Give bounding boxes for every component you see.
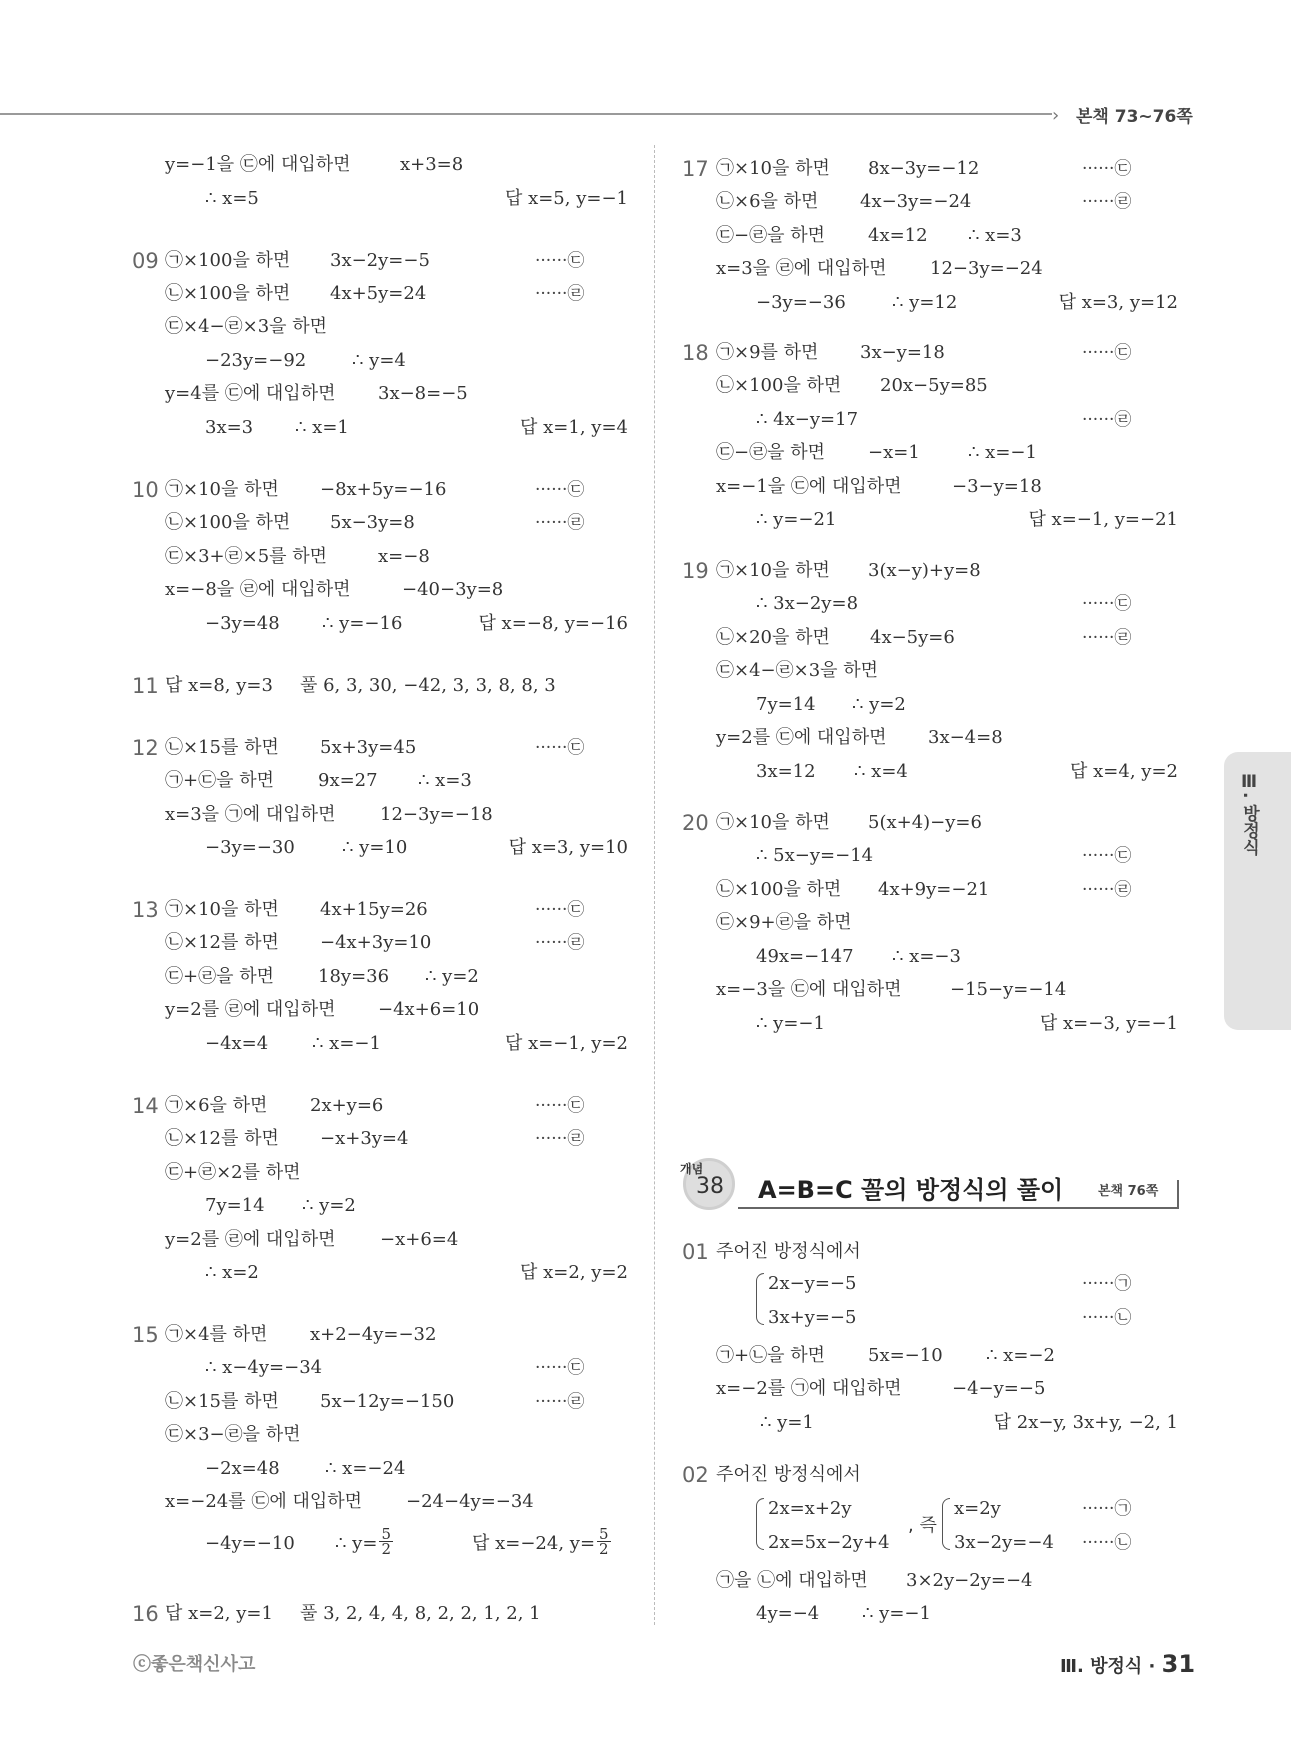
equation: 9x=27 bbox=[318, 770, 378, 791]
text-line: ㉢×3+㉣×5를 하면 bbox=[165, 546, 328, 567]
answer: 답 x=−1, y=2 bbox=[504, 1033, 628, 1054]
equation: 2x+y=6 bbox=[310, 1095, 384, 1116]
equation: ∴ x=1 bbox=[295, 417, 349, 438]
solution-keys: 풀 3, 2, 4, 4, 8, 2, 2, 1, 2, 1 bbox=[300, 1603, 541, 1624]
equation: 5x+3y=45 bbox=[320, 737, 417, 758]
equation: 4y=−4 bbox=[756, 1603, 820, 1624]
system-brace bbox=[942, 1498, 950, 1550]
equation: ∴ 4x−y=17 bbox=[756, 409, 859, 430]
equation: ∴ y=1 bbox=[760, 1412, 814, 1433]
text-line: y=−1을 ㉢에 대입하면 bbox=[165, 154, 351, 175]
equation: ∴ y=2 bbox=[302, 1195, 356, 1216]
problem-number: 19 bbox=[682, 559, 709, 583]
fraction bbox=[597, 1524, 611, 1558]
equation: 3x−4=8 bbox=[928, 727, 1003, 748]
equation: 3x−2y=−4 bbox=[954, 1532, 1054, 1553]
equation: 20x−5y=85 bbox=[880, 375, 988, 396]
equation: −15−y=−14 bbox=[950, 979, 1067, 1000]
text-line: ㉠×4를 하면 bbox=[165, 1324, 268, 1345]
equation: −4x=4 bbox=[205, 1033, 269, 1054]
equation: ∴ y=−1 bbox=[862, 1603, 931, 1624]
problem-number: 15 bbox=[132, 1323, 159, 1347]
equation-tag: ······㉠ bbox=[1082, 1274, 1132, 1294]
text-line: y=2를 ㉣에 대입하면 bbox=[165, 999, 336, 1020]
answer: 답 x=1, y=4 bbox=[520, 417, 628, 438]
fraction-numerator: 5 bbox=[381, 1524, 391, 1543]
text-line: ㉢+㉣×2를 하면 bbox=[165, 1162, 301, 1183]
text-line: ㉠+㉢을 하면 bbox=[165, 770, 274, 791]
equation: x=−8 bbox=[378, 546, 430, 567]
text-line: ㉡×100을 하면 bbox=[165, 283, 291, 304]
equation: 5(x+4)−y=6 bbox=[868, 812, 982, 833]
equation: 3×2y−2y=−4 bbox=[906, 1570, 1033, 1591]
equation: −x+6=4 bbox=[380, 1229, 459, 1250]
text-line: ㉠×10을 하면 bbox=[716, 812, 830, 833]
concept-underline-tick bbox=[1177, 1180, 1179, 1209]
equation: ∴ y=2 bbox=[425, 966, 479, 987]
equation: 5x=−10 bbox=[868, 1345, 943, 1366]
equation: x+3=8 bbox=[400, 154, 464, 175]
equation: −8x+5y=−16 bbox=[320, 479, 447, 500]
text-line: ㉢×4−㉣×3을 하면 bbox=[716, 660, 879, 681]
fraction-numerator: 5 bbox=[599, 1524, 609, 1543]
equation: ∴ x=−1 bbox=[968, 442, 1037, 463]
text-line: ㉠×10을 하면 bbox=[165, 899, 279, 920]
equation-tag: ······㉣ bbox=[535, 513, 585, 533]
equation: 18y=36 bbox=[318, 966, 390, 987]
chevron-right-icon: › bbox=[1052, 105, 1060, 126]
equation: 3x+y=−5 bbox=[768, 1307, 857, 1328]
equation-tag: ······㉣ bbox=[1082, 628, 1132, 648]
text-line: y=2를 ㉢에 대입하면 bbox=[716, 727, 887, 748]
text-line: ㉡×15를 하면 bbox=[165, 1391, 279, 1412]
equation: ∴ y=12 bbox=[892, 292, 958, 313]
solution-keys: 풀 6, 3, 30, −42, 3, 3, 8, 8, 3 bbox=[300, 675, 556, 696]
text-line: x=−2를 ㉠에 대입하면 bbox=[716, 1378, 902, 1399]
equation: 3(x−y)+y=8 bbox=[868, 560, 981, 581]
text-line: ㉢+㉣을 하면 bbox=[165, 966, 274, 987]
concept-label: 개념 bbox=[680, 1162, 704, 1176]
equation: ∴ y=−16 bbox=[322, 613, 403, 634]
text-line: x=−1을 ㉢에 대입하면 bbox=[716, 476, 902, 497]
page-number: 31 bbox=[1161, 1650, 1196, 1678]
equation: −4x+3y=10 bbox=[320, 932, 432, 953]
text-line: ㉡×20을 하면 bbox=[716, 627, 830, 648]
equation: ∴ 5x−y=−14 bbox=[756, 845, 874, 866]
text-line: ㉡×100을 하면 bbox=[716, 375, 842, 396]
problem-number: 10 bbox=[132, 478, 159, 502]
problem-number: 11 bbox=[132, 674, 159, 698]
problem-number: 09 bbox=[132, 249, 159, 273]
text-line: ㉢−㉣을 하면 bbox=[716, 225, 825, 246]
equation: x+2−4y=−32 bbox=[310, 1324, 437, 1345]
equation: 3x=3 bbox=[205, 417, 254, 438]
equation: 2x−y=−5 bbox=[768, 1273, 857, 1294]
chapter-tab-label: Ⅲ. 방정식 bbox=[1239, 772, 1259, 856]
equation: 4x−3y=−24 bbox=[860, 191, 972, 212]
equation: −23y=−92 bbox=[205, 350, 307, 371]
publisher-brand: ⓒ좋은책신사고 bbox=[133, 1654, 256, 1675]
text-line: ㉡×100을 하면 bbox=[165, 512, 291, 533]
equation: 7y=14 bbox=[756, 694, 816, 715]
equation: 5x−3y=8 bbox=[330, 512, 415, 533]
equation: −3y=−30 bbox=[205, 837, 295, 858]
equation-tag: ······㉢ bbox=[535, 1096, 585, 1116]
footer-section: Ⅲ. 방정식 · bbox=[1060, 1656, 1156, 1677]
text-line: ㉠×9를 하면 bbox=[716, 342, 819, 363]
equation-tag: ······㉢ bbox=[1082, 846, 1132, 866]
equation: 3x−2y=−5 bbox=[330, 250, 430, 271]
equation-tag: ······㉢ bbox=[535, 738, 585, 758]
equation-with-fraction bbox=[335, 1524, 393, 1566]
equation-tag: ······㉢ bbox=[535, 1358, 585, 1378]
fraction-denominator: 2 bbox=[599, 1539, 609, 1558]
answer: 답 x=8, y=3 bbox=[165, 675, 273, 696]
text-line: ㉢−㉣을 하면 bbox=[716, 442, 825, 463]
text-line: ㉡×15를 하면 bbox=[165, 737, 279, 758]
equation-tag: ······㉢ bbox=[535, 480, 585, 500]
equation: ∴ x=4 bbox=[854, 761, 908, 782]
equation-tag: ······㉣ bbox=[1082, 880, 1132, 900]
equation: ∴ 3x−2y=8 bbox=[756, 593, 859, 614]
equation: 7y=14 bbox=[205, 1195, 265, 1216]
equation: 3x−y=18 bbox=[860, 342, 945, 363]
text-line: x=−3을 ㉢에 대입하면 bbox=[716, 979, 902, 1000]
equation-tag: ······㉣ bbox=[535, 284, 585, 304]
fraction-denominator: 2 bbox=[381, 1539, 391, 1558]
text-line: ㉠×6을 하면 bbox=[165, 1095, 268, 1116]
text-line: ㉡×12를 하면 bbox=[165, 1128, 279, 1149]
answer: 답 x=3, y=12 bbox=[1058, 292, 1178, 313]
equation-tag: ······㉣ bbox=[535, 1129, 585, 1149]
equation-tag: ······㉢ bbox=[1082, 594, 1132, 614]
answer: 답 x=2, y=1 bbox=[165, 1603, 273, 1624]
equation-tag: ······㉣ bbox=[1082, 192, 1132, 212]
concept-number: 38 bbox=[696, 1174, 724, 1199]
equation-tag: ······㉡ bbox=[1082, 1533, 1132, 1553]
concept-underline bbox=[738, 1207, 1178, 1209]
equation: 2x=5x−2y+4 bbox=[768, 1532, 890, 1553]
equation: ∴ x=3 bbox=[968, 225, 1022, 246]
text-line: ㉠×10을 하면 bbox=[165, 479, 279, 500]
text-line: ㉠×10을 하면 bbox=[716, 560, 830, 581]
equation-tag: ······㉢ bbox=[1082, 159, 1132, 179]
text-line: x=−8을 ㉣에 대입하면 bbox=[165, 579, 351, 600]
equation-tag: ······㉢ bbox=[1082, 343, 1132, 363]
text-line: y=2를 ㉣에 대입하면 bbox=[165, 1229, 336, 1250]
answer: 답 x=−3, y=−1 bbox=[1039, 1013, 1178, 1034]
text-line: ㉠×10을 하면 bbox=[716, 158, 830, 179]
equation: 2x=x+2y bbox=[768, 1498, 852, 1519]
text-line: ㉠을 ㉡에 대입하면 bbox=[716, 1570, 868, 1591]
equation-tag: ······㉣ bbox=[1082, 410, 1132, 430]
equation-tag: ······㉣ bbox=[535, 933, 585, 953]
equation: ∴ x=−2 bbox=[986, 1345, 1055, 1366]
answer: 답 x=2, y=2 bbox=[520, 1262, 628, 1283]
answer: 답 x=−24, y= bbox=[472, 1533, 596, 1554]
system-brace bbox=[756, 1498, 764, 1550]
text-line: ㉢×4−㉣×3을 하면 bbox=[165, 316, 328, 337]
problem-number: 13 bbox=[132, 898, 159, 922]
column-divider bbox=[654, 145, 655, 1625]
equation: −2x=48 bbox=[205, 1458, 280, 1479]
equation: 3x=12 bbox=[756, 761, 816, 782]
system-brace bbox=[756, 1273, 764, 1325]
problem-number: 17 bbox=[682, 157, 709, 181]
fraction bbox=[379, 1524, 393, 1558]
problem-number: 14 bbox=[132, 1094, 159, 1118]
text-line: ㉡×6을 하면 bbox=[716, 191, 819, 212]
equation: ∴ x=−24 bbox=[325, 1458, 406, 1479]
text-line: 주어진 방정식에서 bbox=[716, 1464, 861, 1485]
equation: 4x+15y=26 bbox=[320, 899, 428, 920]
equation: −x+3y=4 bbox=[320, 1128, 409, 1149]
answer-with-fraction bbox=[472, 1524, 611, 1566]
problem-number: 18 bbox=[682, 341, 709, 365]
text-line: ㉢×3−㉣을 하면 bbox=[165, 1424, 301, 1445]
equation: 3x−8=−5 bbox=[378, 383, 468, 404]
text-line: x=3을 ㉠에 대입하면 bbox=[165, 804, 336, 825]
equation: 4x+5y=24 bbox=[330, 283, 427, 304]
text-line: ㉡×12를 하면 bbox=[165, 932, 279, 953]
equation: ∴ y=4 bbox=[352, 350, 406, 371]
equation: −40−3y=8 bbox=[402, 579, 504, 600]
answer: 답 x=−8, y=−16 bbox=[478, 613, 628, 634]
header-rule bbox=[0, 113, 1052, 115]
equation: ∴ y= bbox=[335, 1533, 378, 1554]
equation: 5x−12y=−150 bbox=[320, 1391, 455, 1412]
equation: −4−y=−5 bbox=[952, 1378, 1046, 1399]
equation-tag: ······㉢ bbox=[535, 900, 585, 920]
text-line: ㉢×9+㉣을 하면 bbox=[716, 912, 852, 933]
answer: 답 2x−y, 3x+y, −2, 1 bbox=[993, 1412, 1178, 1433]
problem-number: 01 bbox=[682, 1240, 709, 1264]
equation-tag: ······㉠ bbox=[1082, 1499, 1132, 1519]
concept-reference: 본책 76쪽 bbox=[1098, 1184, 1159, 1199]
equation: ∴ x=−3 bbox=[892, 946, 961, 967]
text-line: x=3을 ㉣에 대입하면 bbox=[716, 258, 887, 279]
equation: ∴ y=2 bbox=[852, 694, 906, 715]
equation: 4x=12 bbox=[868, 225, 928, 246]
header-reference: 본책 73~76쪽 bbox=[1076, 107, 1193, 127]
equation: ∴ x=3 bbox=[418, 770, 472, 791]
equation: −3y=−36 bbox=[756, 292, 846, 313]
text-line: 주어진 방정식에서 bbox=[716, 1241, 861, 1262]
equation: x=2y bbox=[954, 1498, 1001, 1519]
problem-number: 12 bbox=[132, 736, 159, 760]
concept-title: A=B=C 꼴의 방정식의 풀이 bbox=[758, 1176, 1064, 1204]
answer: 답 x=3, y=10 bbox=[508, 837, 628, 858]
equation-tag: ······㉢ bbox=[535, 251, 585, 271]
equation: −4x+6=10 bbox=[378, 999, 480, 1020]
equation: ∴ x=5 bbox=[205, 188, 259, 209]
page-footer bbox=[1060, 1650, 1195, 1678]
text-line: ㉡×100을 하면 bbox=[716, 879, 842, 900]
equation: ∴ x=−1 bbox=[312, 1033, 381, 1054]
joiner-text: , 즉 bbox=[908, 1515, 937, 1536]
equation: 4x+9y=−21 bbox=[878, 879, 990, 900]
equation: ∴ y=−21 bbox=[756, 509, 837, 530]
equation: −3y=48 bbox=[205, 613, 280, 634]
problem-number: 20 bbox=[682, 811, 709, 835]
equation: −3−y=18 bbox=[952, 476, 1042, 497]
text-line: ㉠×100을 하면 bbox=[165, 250, 291, 271]
equation: ∴ x−4y=−34 bbox=[205, 1357, 323, 1378]
answer: 답 x=4, y=2 bbox=[1070, 761, 1178, 782]
equation: 12−3y=−18 bbox=[380, 804, 493, 825]
equation-tag: ······㉡ bbox=[1082, 1308, 1132, 1328]
equation-tag: ······㉣ bbox=[535, 1392, 585, 1412]
equation: 12−3y=−24 bbox=[930, 258, 1043, 279]
problem-number: 02 bbox=[682, 1463, 709, 1487]
equation: 8x−3y=−12 bbox=[868, 158, 980, 179]
text-line: x=−24를 ㉢에 대입하면 bbox=[165, 1491, 362, 1512]
equation: ∴ x=2 bbox=[205, 1262, 259, 1283]
equation: −x=1 bbox=[868, 442, 920, 463]
equation: ∴ y=−1 bbox=[756, 1013, 825, 1034]
answer: 답 x=5, y=−1 bbox=[504, 188, 628, 209]
equation: −24−4y=−34 bbox=[406, 1491, 534, 1512]
text-line: y=4를 ㉢에 대입하면 bbox=[165, 383, 336, 404]
equation: −4y=−10 bbox=[205, 1533, 295, 1554]
equation: 4x−5y=6 bbox=[870, 627, 955, 648]
equation: ∴ y=10 bbox=[342, 837, 408, 858]
answer: 답 x=−1, y=−21 bbox=[1028, 509, 1178, 530]
problem-number: 16 bbox=[132, 1602, 159, 1626]
text-line: ㉠+㉡을 하면 bbox=[716, 1345, 825, 1366]
equation: 49x=−147 bbox=[756, 946, 854, 967]
